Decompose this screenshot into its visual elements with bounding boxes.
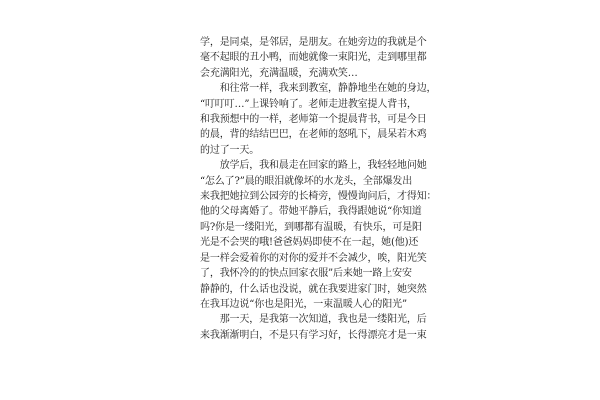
essay-text (200, 35, 437, 343)
text-line: 吗?你是一缕阳光，到哪都有温暖，有快乐，可是阳 (200, 221, 422, 233)
text-line: 了，我怀冷的的快点回家衣服”后来她一路上安安 (200, 268, 412, 280)
text-line: 毫不起眼的丑小鸭，而她就像一束阳光，走到哪里都 (200, 52, 427, 64)
text-line: 那一天，是我第一次知道，我也是一缕阳光，后 (200, 314, 427, 326)
text-line: 的过了一天。 (200, 144, 260, 156)
text-line: 来我把她拉到公园旁的长椅旁，慢慢询问后，才得知： (200, 191, 437, 203)
text-line: “叮叮叮…”上课铃响了。老师走进教室提人背书， (200, 98, 417, 110)
text-line: “怎么了?”晨的眼泪就像坏的水龙头，全部爆发出 (200, 175, 413, 187)
text-line: 放学后，我和晨走在回家的路上，我轻轻地问她 (200, 160, 427, 172)
text-line: 他的父母离婚了。带她平静后，我得跟她说“你知道 (200, 206, 422, 218)
text-line: 会充满阳光，充满温暖，充满欢笑… (200, 67, 358, 79)
text-line: 学，是同桌，是邻居，是朋友。在她旁边的我就是个 (200, 37, 427, 48)
text-line: 和往常一样，我来到教室，静静地坐在她的身边， (200, 83, 437, 95)
text-line: 光是不会哭的哦!爸爸妈妈即使不在一起，她(他)还 (200, 237, 419, 249)
text-line: 在我耳边说“你也是阳光，一束温暖人心的阳光” (200, 298, 407, 310)
text-line: 是一样会爱着你的对你的爱并不会减少，唉，阳光笑 (200, 252, 427, 264)
text-line: 和我预想中的一样，老师第一个提晨背书，可是今日 (200, 114, 427, 126)
text-line: 的晨，背的结结巴巴，在老师的怒吼下，晨呆若木鸡 (200, 129, 427, 141)
text-line: 静静的，什么话也没说，就在我要进家门时，她突然 (200, 283, 427, 295)
text-line: 来我渐渐明白，不是只有学习好，长得漂亮才是一束 (200, 329, 427, 341)
